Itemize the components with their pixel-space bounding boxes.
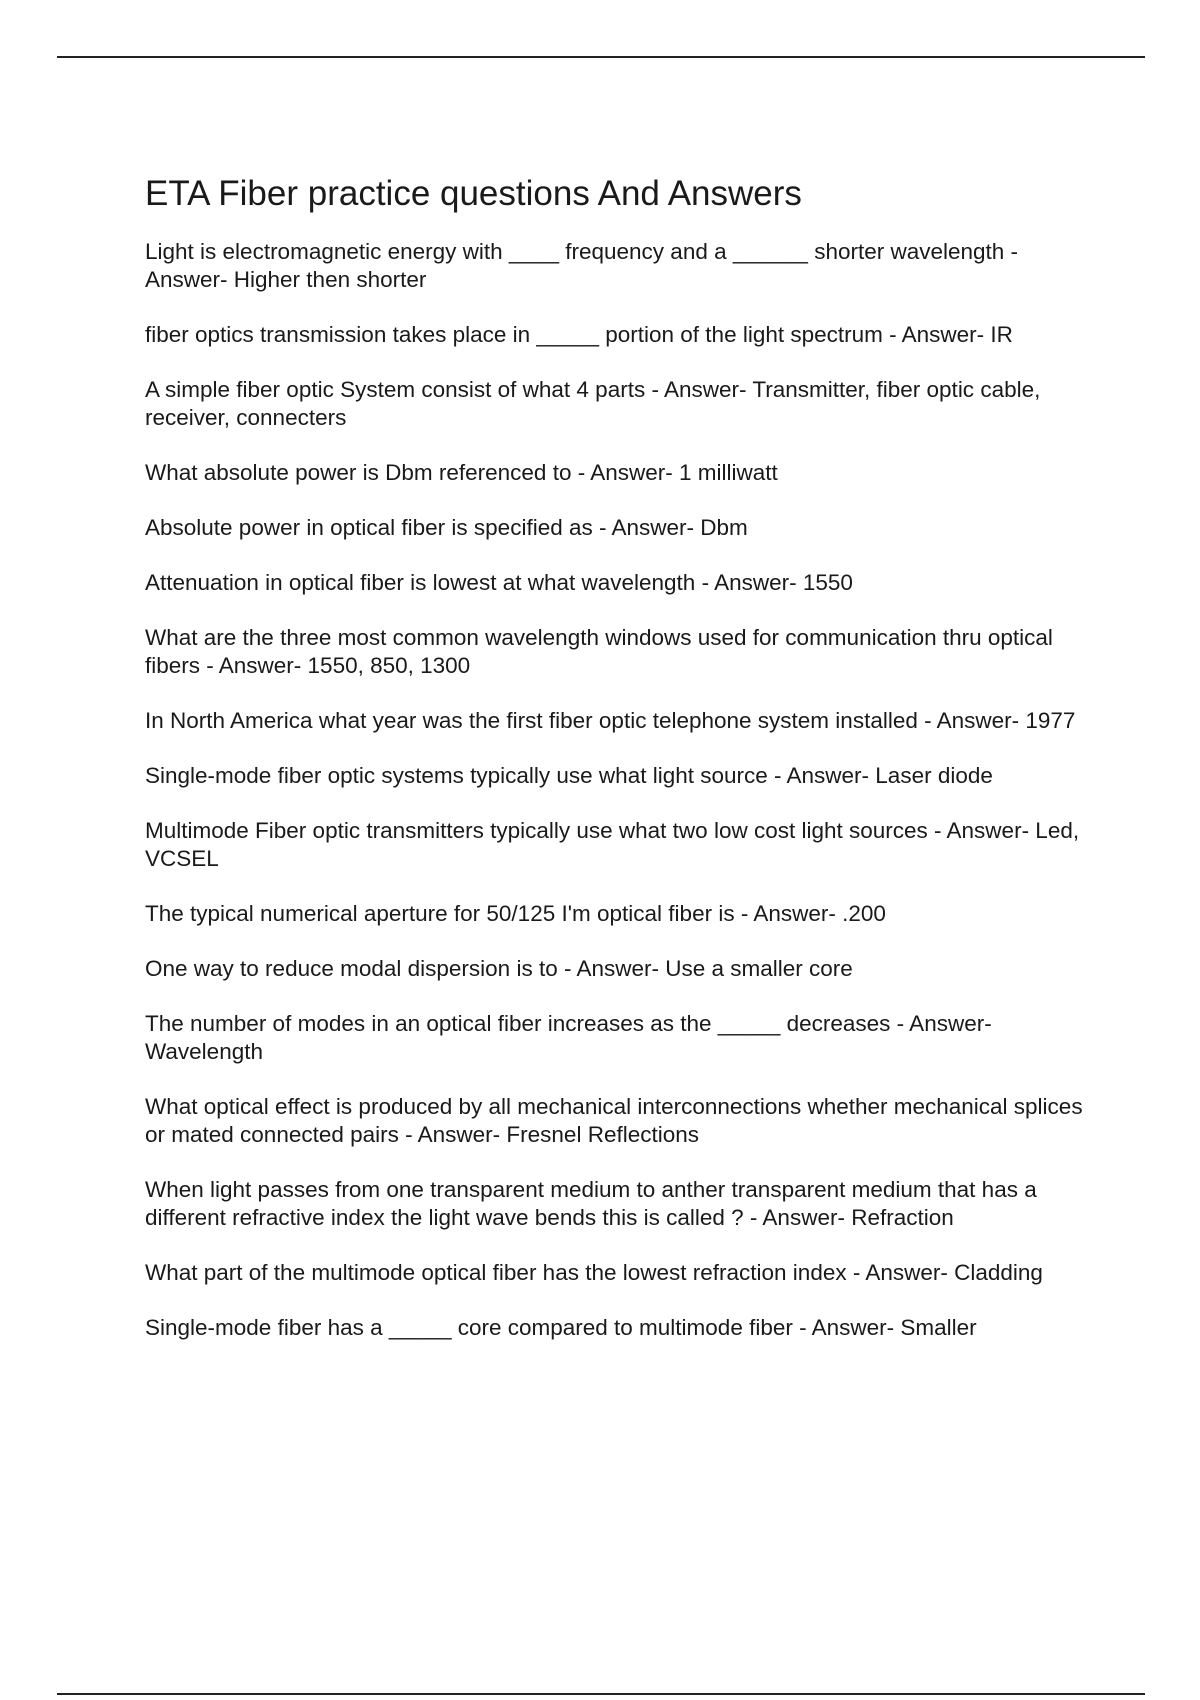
top-rule — [57, 56, 1145, 58]
qa-item: What absolute power is Dbm referenced to - Answer- 1 milliwatt — [145, 460, 778, 485]
qa-item: fiber optics transmission takes place in _____ portion of the light spectrum - Answer- IR — [145, 322, 1013, 347]
qa-item: Single-mode fiber optic systems typically use what light source - Answer- Laser diode — [145, 763, 993, 788]
qa-item: The number of modes in an optical fiber increases as the _____ decreases - Answer- Wavelength — [145, 1011, 992, 1064]
qa-item: The typical numerical aperture for 50/125 I'm optical fiber is - Answer- .200 — [145, 901, 886, 926]
qa-item: Light is electromagnetic energy with ____ frequency and a ______ shorter wavelength - Answer- Higher then shorter — [145, 239, 1019, 292]
qa-item: Multimode Fiber optic transmitters typically use what two low cost light sources - Answer- Led, VCSEL — [145, 818, 1080, 871]
qa-item: Single-mode fiber has a _____ core compared to multimode fiber - Answer- Smaller — [145, 1315, 977, 1340]
qa-item: In North America what year was the first fiber optic telephone system installed - Answer- 1977 — [145, 708, 1076, 733]
document-body — [145, 170, 1095, 1369]
qa-item: A simple fiber optic System consist of what 4 parts - Answer- Transmitter, fiber optic cable, receiver, connecters — [145, 377, 1041, 430]
qa-item: What are the three most common wavelength windows used for communication thru optical fibers - Answer- 1550, 850, 1300 — [145, 625, 1053, 678]
qa-list — [145, 238, 1095, 1342]
bottom-rule — [57, 1693, 1145, 1695]
qa-item: Absolute power in optical fiber is specified as - Answer- Dbm — [145, 515, 748, 540]
qa-item: Attenuation in optical fiber is lowest at what wavelength - Answer- 1550 — [145, 570, 853, 595]
document-title: ETA Fiber practice questions And Answers — [145, 174, 802, 213]
qa-item: One way to reduce modal dispersion is to - Answer- Use a smaller core — [145, 956, 853, 981]
qa-item: What part of the multimode optical fiber has the lowest refraction index - Answer- Cladding — [145, 1260, 1043, 1285]
qa-item: What optical effect is produced by all mechanical interconnections whether mechanical splices or mated connected pairs - Answer- Fresnel Reflections — [145, 1094, 1083, 1147]
qa-item: When light passes from one transparent medium to anther transparent medium that has a different refractive index the light wave bends this is called ? - Answer- Refraction — [145, 1177, 1037, 1230]
